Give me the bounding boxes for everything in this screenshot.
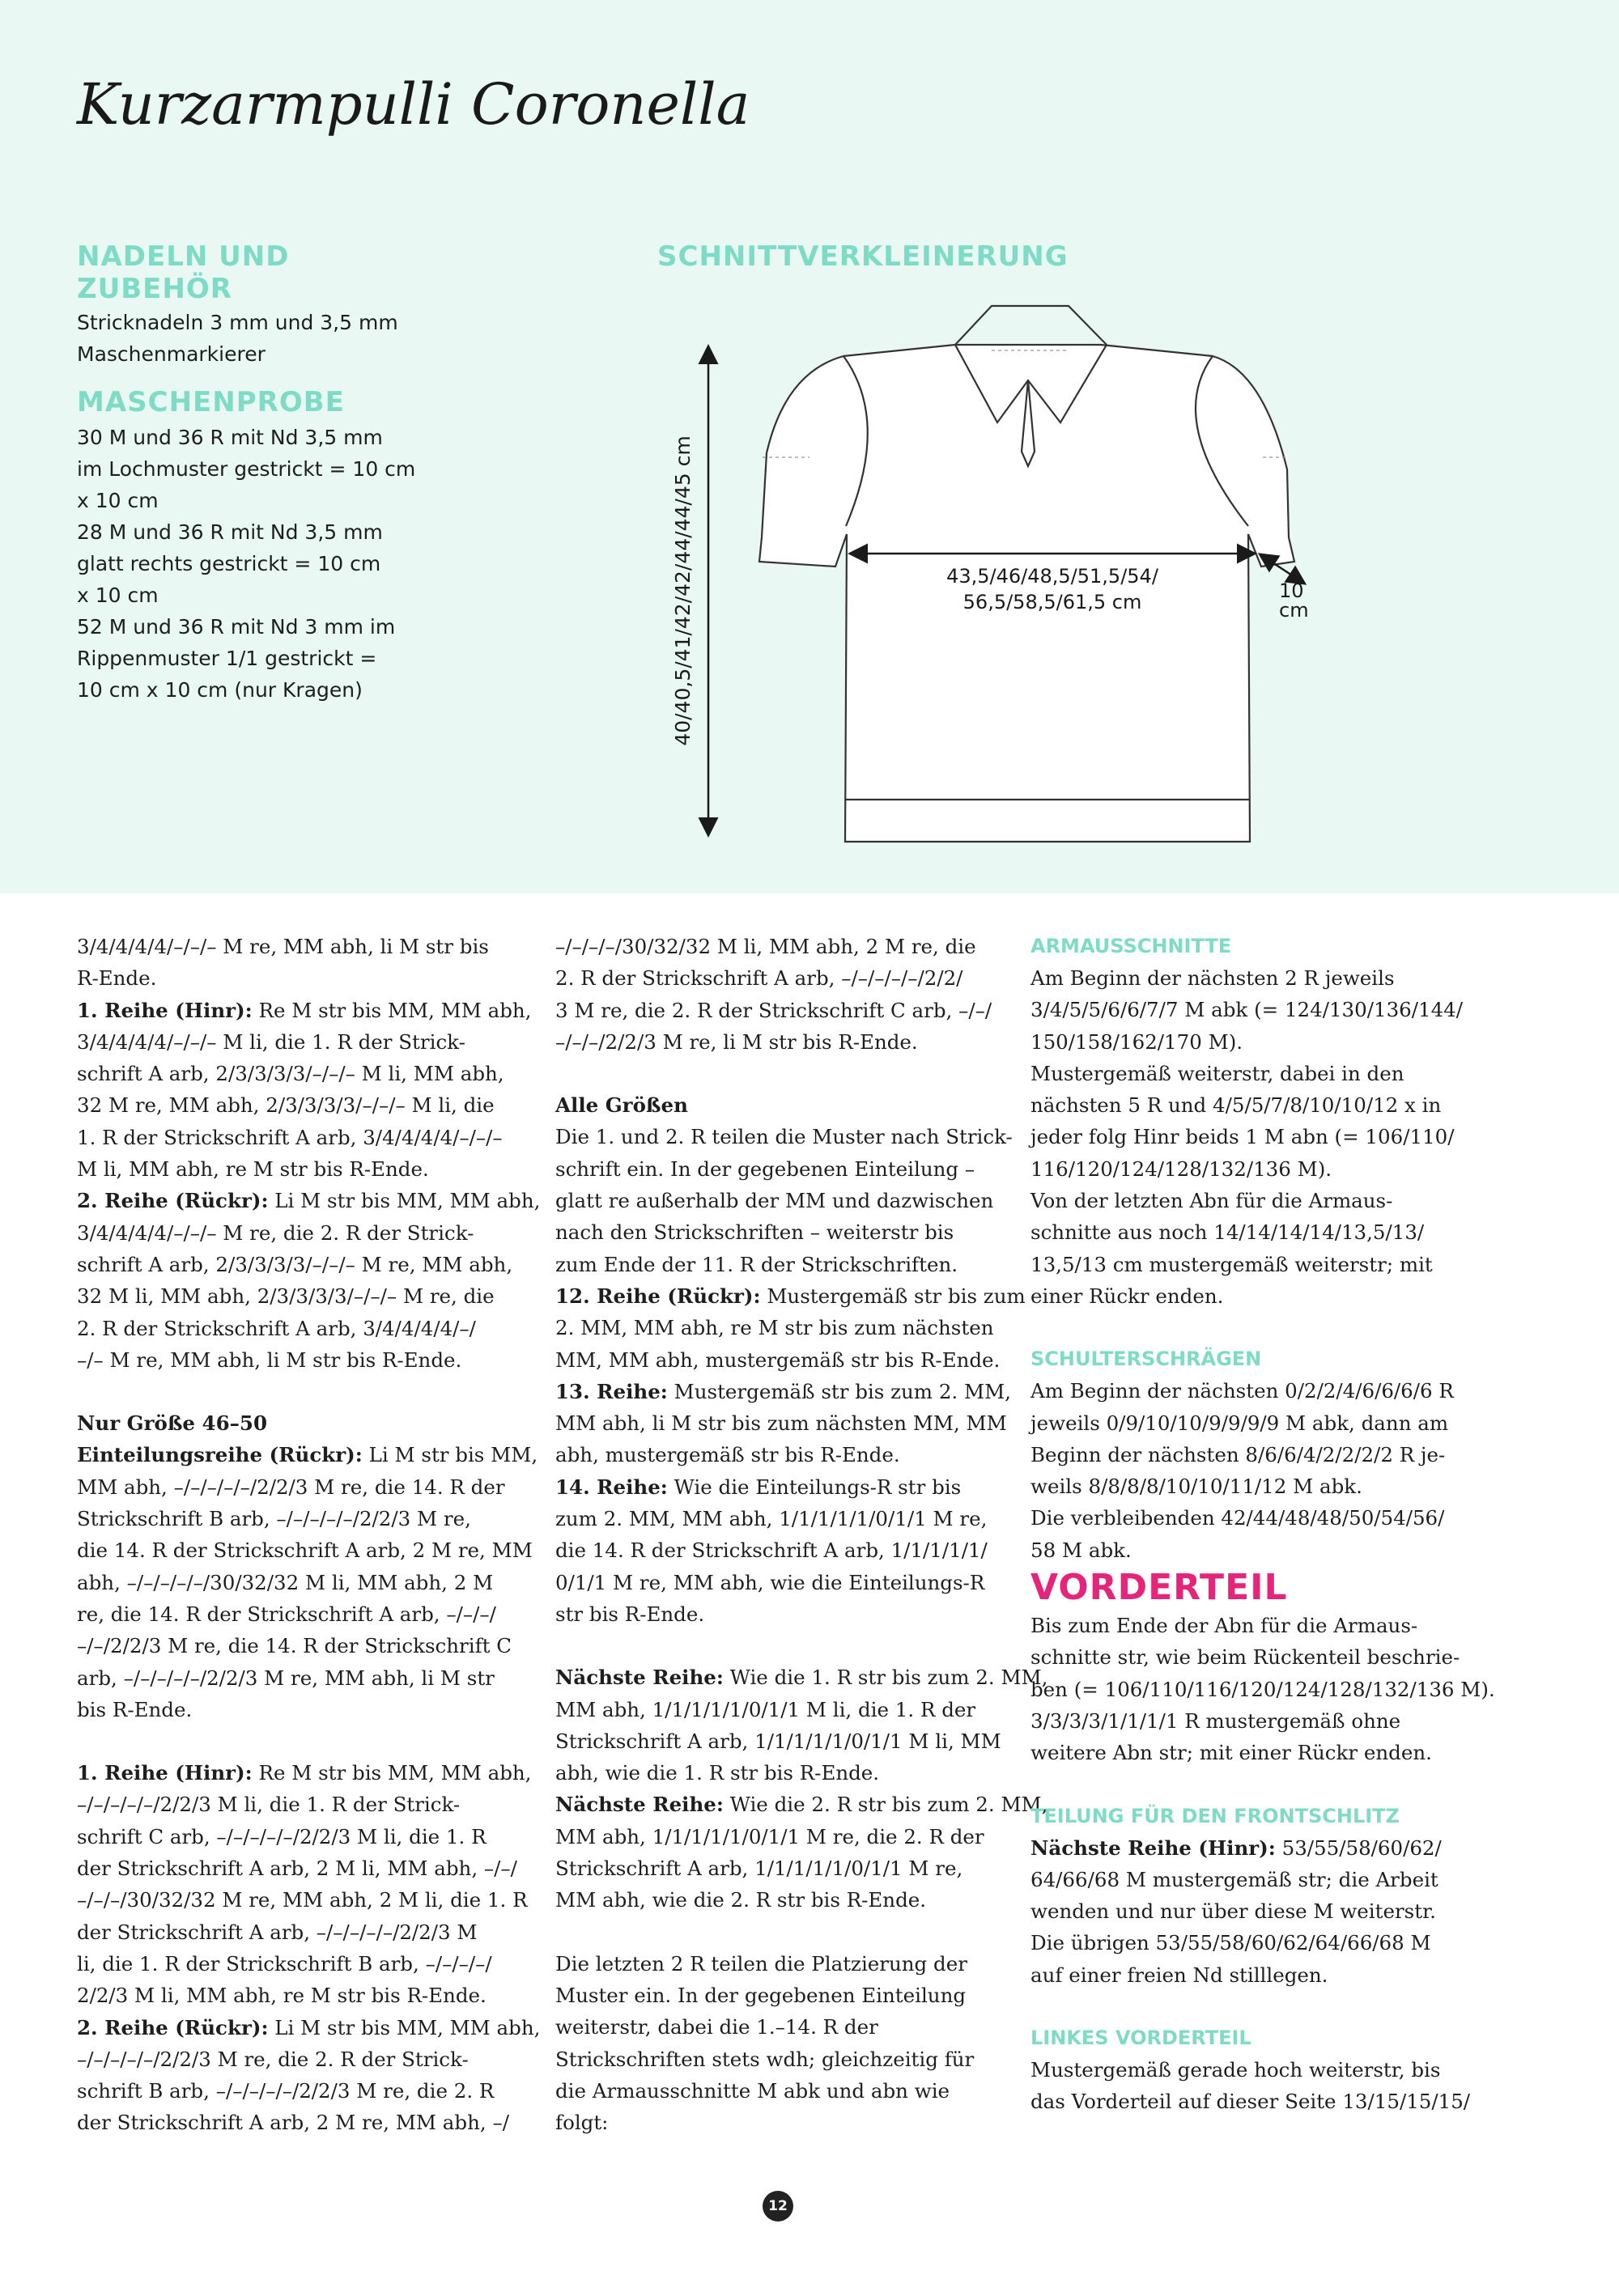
instruction-text: 3/4/4/4/4/–/–/– M re, MM abh, li M str bis — [77, 935, 489, 958]
instruction-text: MM, MM abh, mustergemäß str bis R-Ende. — [555, 1347, 1001, 1372]
instruction-line — [555, 1821, 1047, 1853]
instruction-line — [1030, 1832, 1495, 1864]
instruction-text: nach den Strickschriften – weiterstr bis — [555, 1220, 954, 1245]
instruction-text: schrift A arb, 2/3/3/3/3/–/–/– M re, MM abh, — [77, 1252, 513, 1276]
instruction-text: schrift C arb, –/–/–/–/–/2/2/3 M li, die 1. R — [77, 1824, 487, 1848]
instruction-text: die 14. R der Strickschrift A arb, 1/1/1/1/1/ — [555, 1538, 988, 1563]
instruction-text: abh, wie die 1. R str bis R-Ende. — [555, 1761, 880, 1785]
instruction-line — [555, 1853, 1047, 1884]
instruction-line — [555, 1534, 1047, 1566]
instruction-text: auf einer freien Nd stilllegen. — [1030, 1963, 1328, 1987]
instruction-line — [77, 1439, 540, 1471]
instruction-text: 2. R der Strickschrift A arb, 3/4/4/4/4/–/ — [77, 1316, 476, 1340]
needles-heading-line1: NADELN UND — [77, 240, 290, 273]
instruction-text: schrift A arb, 2/3/3/3/3/–/–/– M li, MM abh, — [77, 1062, 504, 1086]
instruction-line — [1030, 1280, 1495, 1312]
instruction-text: Bis zum Ende der Abn für die Armaus- — [1030, 1614, 1418, 1638]
instruction-line — [1030, 1249, 1495, 1280]
instruction-line — [1030, 2054, 1495, 2086]
row-label: Einteilungsreihe (Rückr): — [77, 1443, 363, 1467]
instruction-text: weitere Abn str; mit einer Rückr enden. — [1030, 1741, 1432, 1765]
instruction-text: Von der letzten Abn für die Armaus- — [1030, 1189, 1393, 1213]
row-label: Nächste Reihe: — [555, 1793, 724, 1817]
width-label-line1: 43,5/46/48,5/51,5/54/ — [946, 565, 1158, 588]
instruction-text: –/–/–/–/–/2/2/3 M re, die 2. R der Strick- — [77, 2047, 469, 2071]
instruction-line — [555, 1503, 1047, 1534]
paragraph-spacer — [1030, 1312, 1495, 1343]
instruction-line — [1030, 1471, 1495, 1502]
section-heading: VORDERTEIL — [1030, 1567, 1288, 1609]
instruction-text: abh, mustergemäß str bis R-Ende. — [555, 1443, 900, 1467]
instruction-line — [555, 1026, 1047, 1058]
row-label: 2. Reihe (Rückr): — [77, 2015, 269, 2039]
instruction-text: Strickschrift B arb, –/–/–/–/–/2/2/3 M re, — [77, 1507, 471, 1531]
instruction-text: der Strickschrift A arb, 2 M li, MM abh, –/–/ — [77, 1857, 517, 1881]
instruction-line — [1030, 1927, 1495, 1959]
instruction-text: ben (= 106/110/116/120/124/128/132/136 M). — [1030, 1677, 1495, 1701]
gauge-line: 30 M und 36 R mit Nd 3,5 mm — [77, 426, 383, 449]
instruction-line — [555, 1185, 1047, 1216]
instruction-line — [77, 1789, 540, 1820]
instruction-line — [77, 1503, 540, 1534]
instruction-text: MM abh, 1/1/1/1/1/0/1/1 M re, die 2. R der — [555, 1824, 984, 1848]
instruction-line — [1030, 1375, 1495, 1407]
instruction-line — [1030, 1216, 1495, 1248]
instruction-line — [77, 1757, 540, 1789]
instruction-line — [77, 1185, 540, 1216]
instruction-text: Li M str bis MM, MM abh, — [268, 1189, 541, 1213]
instruction-line — [77, 1534, 540, 1566]
instruction-text: –/–/–/2/2/3 M re, li M str bis R-Ende. — [555, 1029, 918, 1054]
instruction-text: Strickschrift A arb, 1/1/1/1/1/0/1/1 M re, — [555, 1857, 963, 1881]
instruction-line — [555, 1662, 1047, 1693]
instruction-line — [77, 1853, 540, 1884]
instruction-text: re, die 14. R der Strickschrift A arb, –/–/–/ — [77, 1602, 496, 1626]
instruction-text: folgt: — [555, 2111, 609, 2135]
instruction-text: Die 1. und 2. R teilen die Muster nach Strick- — [555, 1125, 1013, 1149]
instructions-column-1 — [77, 931, 540, 2139]
instruction-line — [555, 2043, 1047, 2075]
instruction-text: Strickschrift A arb, 1/1/1/1/1/0/1/1 M li, MM — [555, 1729, 1001, 1753]
instruction-text: der Strickschrift A arb, 2 M re, MM abh, –/ — [77, 2111, 509, 2135]
instruction-text: Am Beginn der nächsten 2 R jeweils — [1030, 966, 1395, 990]
instruction-line — [77, 1598, 540, 1630]
page-title: Kurzarmpulli Coronella — [77, 71, 750, 138]
paragraph-spacer — [77, 1725, 540, 1757]
sleeve-label-line1: 10 — [1279, 579, 1304, 602]
paragraph-spacer — [1030, 1991, 1495, 2022]
instruction-text: Mustergemäß gerade hoch weiterstr, bis — [1030, 2058, 1441, 2082]
instruction-line — [77, 1344, 540, 1376]
instruction-text: MM abh, wie die 2. R str bis R-Ende. — [555, 1888, 927, 1912]
instructions-column-2 — [555, 931, 1047, 2138]
instruction-line — [1030, 1895, 1495, 1927]
instruction-text: abh, –/–/–/–/–/30/32/32 M li, MM abh, 2 M — [77, 1570, 494, 1594]
row-label: Nur Größe 46–50 — [77, 1411, 267, 1436]
instruction-line — [1030, 994, 1495, 1025]
instruction-line — [77, 1122, 540, 1153]
instruction-line — [555, 1694, 1047, 1725]
instruction-text: Mustergemäß str bis zum — [760, 1284, 1026, 1308]
instruction-text: Wie die Einteilungs-R str bis — [667, 1475, 962, 1499]
gauge-line: Rippenmuster 1/1 gestrickt = — [77, 647, 377, 670]
instruction-text: Re M str bis MM, MM abh, — [252, 998, 532, 1022]
width-label-line2: 56,5/58,5/61,5 cm — [962, 591, 1142, 613]
paragraph-spacer — [555, 1630, 1047, 1662]
instruction-text: die Armausschnitte M abk und abn wie — [555, 2078, 950, 2103]
instruction-text: 3/4/4/4/4/–/–/– M li, die 1. R der Strick- — [77, 1029, 465, 1054]
instruction-text: 0/1/1 M re, MM abh, wie die Einteilungs-R — [555, 1570, 985, 1594]
paragraph-spacer — [1030, 1769, 1495, 1801]
instruction-line — [555, 1789, 1047, 1820]
instruction-text: Re M str bis MM, MM abh, — [252, 1761, 532, 1785]
instruction-line — [555, 1344, 1047, 1376]
instruction-text: wenden und nur über diese M weiterstr. — [1030, 1899, 1436, 1924]
instruction-line — [77, 1407, 540, 1439]
height-label: 40/40,5/41/42/42/44/44/45 cm — [671, 435, 695, 746]
instruction-line — [77, 1280, 540, 1312]
instruction-line — [555, 1725, 1047, 1757]
instruction-line — [77, 2107, 540, 2138]
instruction-text: das Vorderteil auf dieser Seite 13/15/15/15/ — [1030, 2090, 1471, 2114]
instruction-text: schnitte str, wie beim Rückenteil beschrie- — [1030, 1645, 1460, 1670]
instruction-text: –/–/–/30/32/32 M re, MM abh, 2 M li, die 1. R — [77, 1888, 528, 1912]
instruction-line — [77, 1026, 540, 1058]
needles-section — [77, 240, 415, 706]
instruction-line — [1030, 1737, 1495, 1768]
gauge-line: 28 M und 36 R mit Nd 3,5 mm — [77, 520, 383, 544]
instruction-line — [77, 1089, 540, 1121]
instruction-line — [555, 1948, 1047, 1980]
instruction-line — [77, 1217, 540, 1249]
instruction-text: 58 M abk. — [1030, 1538, 1132, 1562]
instruction-text: schrift B arb, –/–/–/–/–/2/2/3 M re, die 2. R — [77, 2079, 495, 2103]
gauge-line: x 10 cm — [77, 489, 159, 512]
instruction-line — [1030, 1610, 1495, 1641]
instruction-line — [555, 1598, 1047, 1630]
row-label: Nächste Reihe (Hinr): — [1030, 1836, 1276, 1860]
instruction-line — [1030, 1705, 1495, 1737]
instruction-line — [1030, 1534, 1495, 1566]
instruction-text: –/–/–/–/–/2/2/3 M li, die 1. R der Strick- — [77, 1793, 461, 1817]
sleeve-label-line2: cm — [1279, 599, 1309, 622]
instruction-line — [555, 2107, 1047, 2138]
instruction-line — [77, 1948, 540, 1980]
instruction-line — [555, 1884, 1047, 1916]
instruction-line — [1030, 1058, 1495, 1089]
instruction-text: R-Ende. — [77, 966, 157, 991]
gauge-heading: MASCHENPROBE — [77, 386, 345, 418]
instruction-line — [77, 1249, 540, 1280]
instruction-line — [555, 1216, 1047, 1248]
instruction-line — [77, 1980, 540, 2011]
instruction-line — [555, 931, 1047, 962]
paragraph-spacer — [555, 1058, 1047, 1089]
instruction-text: schrift ein. In der gegebenen Einteilung – — [555, 1156, 975, 1181]
instruction-text: str bis R-Ende. — [555, 1602, 705, 1626]
instruction-line — [77, 931, 540, 962]
section-subheading: ARMAUSSCHNITTE — [1030, 935, 1232, 957]
instruction-text: –/– M re, MM abh, li M str bis R-Ende. — [77, 1347, 462, 1372]
instruction-line — [555, 1439, 1047, 1471]
instruction-line — [555, 2011, 1047, 2043]
instruction-text: Mustergemäß str bis zum 2. MM, — [667, 1379, 1011, 1403]
instruction-text: 32 M li, MM abh, 2/3/3/3/3/–/–/– M re, die — [77, 1284, 495, 1309]
instruction-text: MM abh, li M str bis zum nächsten MM, MM — [555, 1411, 1007, 1436]
instruction-line — [77, 1821, 540, 1853]
instruction-line — [555, 1153, 1047, 1185]
sweater-schematic — [648, 291, 1457, 858]
instruction-text: weils 8/8/8/8/10/10/11/12 M abk. — [1030, 1475, 1362, 1499]
schematic-heading: SCHNITTVERKLEINERUNG — [657, 240, 1069, 273]
instruction-text: Mustergemäß weiterstr, dabei in den — [1030, 1061, 1404, 1085]
instruction-line — [1030, 1502, 1495, 1534]
instruction-text: Li M str bis MM, MM abh, — [268, 2015, 541, 2039]
instruction-text: 116/120/124/128/132/136 M). — [1030, 1156, 1332, 1181]
instruction-line — [1030, 1641, 1495, 1673]
instruction-text: Strickschriften stets wdh; gleichzeitig für — [555, 2047, 975, 2071]
instruction-text: 2/2/3 M li, MM abh, re M str bis R-Ende. — [77, 1984, 487, 2008]
row-label: 2. Reihe (Rückr): — [77, 1189, 269, 1213]
instruction-text: Die übrigen 53/55/58/60/62/64/66/68 M — [1030, 1931, 1431, 1955]
instruction-text: jeweils 0/9/10/10/9/9/9/9 M abk, dann am — [1030, 1411, 1449, 1435]
instruction-text: Wie die 1. R str bis zum 2. MM, — [723, 1666, 1048, 1690]
instruction-text: Li M str bis MM, — [362, 1443, 538, 1467]
instruction-line — [555, 1407, 1047, 1439]
instruction-line — [77, 2075, 540, 2107]
instruction-text: Wie die 2. R str bis zum 2. MM, — [723, 1793, 1048, 1817]
section-subheading: SCHULTERSCHRÄGEN — [1030, 1347, 1262, 1371]
gauge-line: im Lochmuster gestrickt = 10 cm — [77, 457, 416, 481]
instruction-text: li, die 1. R der Strickschrift B arb, –/–/–/–/ — [77, 1951, 492, 1976]
gauge-line: glatt rechts gestrickt = 10 cm — [77, 552, 381, 575]
instruction-text: 2. MM, MM abh, re M str bis zum nächsten — [555, 1316, 994, 1340]
instruction-line — [555, 1567, 1047, 1598]
instruction-line — [77, 1662, 540, 1694]
row-label: 1. Reihe (Hinr): — [77, 998, 253, 1022]
instruction-text: 1. R der Strickschrift A arb, 3/4/4/4/4/–/–/– — [77, 1125, 503, 1149]
instruction-line — [555, 1757, 1047, 1789]
instruction-line — [1030, 1674, 1495, 1705]
instruction-line — [555, 1980, 1047, 2011]
instruction-line — [1030, 1026, 1495, 1058]
instruction-text: nächsten 5 R und 4/5/5/7/8/10/10/12 x in — [1030, 1093, 1442, 1118]
instruction-line — [555, 1376, 1047, 1407]
instruction-line — [77, 1313, 540, 1344]
section-subheading: TEILUNG FÜR DEN FRONTSCHLITZ — [1030, 1804, 1400, 1827]
instruction-line — [555, 1312, 1047, 1343]
instruction-text: schnitte aus noch 14/14/14/14/13,5/13/ — [1030, 1220, 1425, 1245]
page-number: 12 — [763, 2191, 793, 2222]
instruction-text: einer Rückr enden. — [1030, 1284, 1224, 1308]
instruction-line — [555, 1089, 1047, 1121]
instruction-line — [77, 1916, 540, 1948]
row-label: 12. Reihe (Rückr): — [555, 1284, 761, 1308]
instruction-text: 3 M re, die 2. R der Strickschrift C arb, –/–/ — [555, 998, 992, 1022]
instruction-text: M li, MM abh, re M str bis R-Ende. — [77, 1157, 429, 1182]
row-label: Alle Größen — [555, 1093, 688, 1118]
instruction-line — [77, 962, 540, 994]
instruction-line — [555, 962, 1047, 994]
instruction-text: 32 M re, MM abh, 2/3/3/3/3/–/–/– M li, die — [77, 1093, 495, 1118]
instruction-line — [77, 1630, 540, 1662]
instruction-line — [555, 2075, 1047, 2107]
gauge-line: 52 M und 36 R mit Nd 3 mm im — [77, 615, 396, 639]
instruction-text: Am Beginn der nächsten 0/2/2/4/6/6/6/6 R — [1030, 1379, 1454, 1403]
needles-heading-line2: ZUBEHÖR — [77, 273, 232, 305]
instruction-line — [1030, 2086, 1495, 2117]
instruction-line — [77, 1471, 540, 1503]
instruction-line — [555, 995, 1047, 1026]
instruction-text: die 14. R der Strickschrift A arb, 2 M re, MM — [77, 1538, 533, 1563]
instruction-text: 3/4/4/4/4/–/–/– M re, die 2. R der Strick- — [77, 1220, 474, 1245]
instruction-text: der Strickschrift A arb, –/–/–/–/–/2/2/3 M — [77, 1920, 478, 1944]
paragraph-spacer — [555, 1916, 1047, 1948]
needles-line: Stricknadeln 3 mm und 3,5 mm — [77, 311, 398, 334]
instruction-text: Beginn der nächsten 8/6/6/4/2/2/2/2 R je- — [1030, 1442, 1446, 1466]
instruction-line — [1030, 1439, 1495, 1471]
instruction-text: zum 2. MM, MM abh, 1/1/1/1/1/0/1/1 M re, — [555, 1507, 988, 1531]
row-label: 13. Reihe: — [555, 1379, 668, 1403]
instruction-text: 13,5/13 cm mustergemäß weiterstr; mit — [1030, 1252, 1433, 1276]
paragraph-spacer — [77, 1376, 540, 1407]
instruction-text: zum Ende der 11. R der Strickschriften. — [555, 1252, 958, 1276]
instruction-text: 2. R der Strickschrift A arb, –/–/–/–/–/2/2/ — [555, 966, 963, 991]
row-label: 1. Reihe (Hinr): — [77, 1761, 253, 1785]
instruction-line — [1030, 1153, 1495, 1185]
instruction-text: 3/3/3/3/1/1/1/1 R mustergemäß ohne — [1030, 1708, 1401, 1733]
instruction-text: jeder folg Hinr beids 1 M abn (= 106/110/ — [1030, 1125, 1455, 1149]
row-label: 14. Reihe: — [555, 1475, 668, 1499]
instruction-line — [77, 1153, 540, 1185]
instruction-line — [1030, 1959, 1495, 1991]
instruction-line — [1030, 1185, 1495, 1216]
instruction-line — [555, 1280, 1047, 1312]
instruction-text: MM abh, –/–/–/–/–/2/2/3 M re, die 14. R der — [77, 1475, 505, 1499]
instruction-text: –/–/2/2/3 M re, die 14. R der Strickschrift C — [77, 1634, 512, 1658]
instruction-line — [77, 2043, 540, 2075]
instruction-line — [1030, 1121, 1495, 1152]
instruction-line — [555, 1471, 1047, 1503]
instruction-text: Die verbleibenden 42/44/48/48/50/54/56/ — [1030, 1506, 1445, 1530]
instruction-text: 53/55/58/60/62/ — [1275, 1836, 1442, 1860]
instruction-line — [77, 1567, 540, 1598]
instruction-text: MM abh, 1/1/1/1/1/0/1/1 M li, die 1. R der — [555, 1697, 976, 1721]
instruction-text: 3/4/5/5/6/6/7/7 M abk (= 124/130/136/144/ — [1030, 998, 1464, 1022]
instruction-text: arb, –/–/–/–/–/2/2/3 M re, MM abh, li M str — [77, 1666, 495, 1690]
instruction-text: –/–/–/–/30/32/32 M li, MM abh, 2 M re, die — [555, 935, 976, 958]
instruction-line — [77, 1884, 540, 1916]
row-label: Nächste Reihe: — [555, 1666, 724, 1690]
needles-line: Maschenmarkierer — [77, 342, 266, 366]
instructions-column-3 — [1030, 931, 1495, 2118]
instruction-line — [77, 2012, 540, 2043]
instruction-line — [555, 1249, 1047, 1280]
gauge-line: 10 cm x 10 cm (nur Kragen) — [77, 678, 363, 702]
instruction-line — [77, 1694, 540, 1725]
instruction-text: 64/66/68 M mustergemäß str; die Arbeit — [1030, 1867, 1438, 1891]
instruction-text: Die letzten 2 R teilen die Platzierung der — [555, 1951, 967, 1976]
instruction-text: glatt re außerhalb der MM und dazwischen — [555, 1189, 994, 1213]
gauge-line: x 10 cm — [77, 584, 159, 607]
instruction-text: weiterstr, dabei die 1.–14. R der — [555, 2015, 878, 2039]
instruction-line — [555, 1121, 1047, 1152]
instruction-line — [1030, 1407, 1495, 1439]
instruction-line — [77, 995, 540, 1026]
section-subheading: LINKES VORDERTEIL — [1030, 2027, 1251, 2050]
instruction-line — [1030, 962, 1495, 994]
instruction-line — [1030, 1864, 1495, 1895]
instruction-text: 150/158/162/170 M). — [1030, 1029, 1243, 1054]
instruction-text: bis R-Ende. — [77, 1697, 193, 1721]
instruction-line — [1030, 1089, 1495, 1121]
instruction-line — [77, 1058, 540, 1089]
instruction-text: Muster ein. In der gegebenen Einteilung — [555, 1983, 967, 2007]
